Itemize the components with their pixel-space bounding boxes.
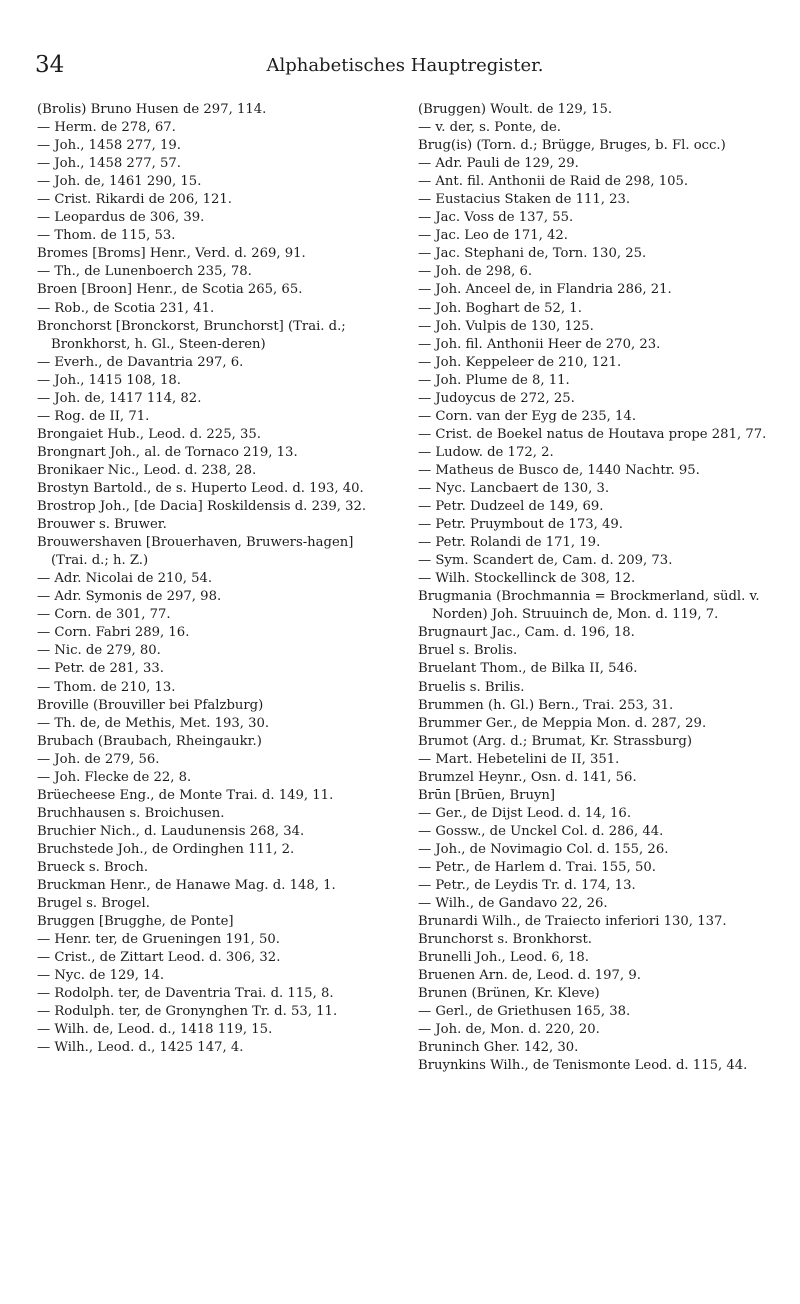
index-entry: Brūn [Brūen, Bruyn] (418, 787, 556, 803)
index-column-left (37, 101, 392, 1057)
index-entry: — Th., de Lunenboerch 235, 78. (37, 264, 252, 280)
index-entry: Brueck s. Broch. (37, 859, 149, 875)
index-entry: Bromes [Broms] Henr., Verd. d. 269, 91. (37, 246, 306, 262)
index-entry: Brugel s. Brogel. (37, 896, 150, 912)
index-entry: — Corn. Fabri 289, 16. (37, 625, 190, 641)
index-entry: — Rob., de Scotia 231, 41. (37, 300, 215, 316)
index-entry: — Gerl., de Griethusen 165, 38. (418, 1004, 631, 1020)
index-entry: — Ger., de Dijst Leod. d. 14, 16. (418, 805, 632, 821)
index-entry: Bruchstede Joh., de Ordinghen 111, 2. (37, 841, 295, 857)
page-number: 34 (35, 52, 65, 78)
index-entry: — Everh., de Davantria 297, 6. (37, 354, 244, 370)
index-entry: — Adr. Symonis de 297, 98. (37, 589, 222, 605)
index-entry: — Judoycus de 272, 25. (418, 390, 575, 406)
index-entry: — Wilh. Stockellinck de 308, 12. (418, 571, 636, 587)
index-entry: Brunardi Wilh., de Traiecto inferiori 130, 137. (418, 914, 727, 930)
index-entry: — Petr. Pruymbout de 173, 49. (418, 517, 623, 533)
index-entry: Brongaiet Hub., Leod. d. 225, 35. (37, 426, 261, 442)
index-entry: Brongnart Joh., al. de Tornaco 219, 13. (37, 444, 298, 460)
index-entry: — Mart. Hebetelini de II, 351. (418, 751, 620, 767)
index-entry: Brumot (Arg. d.; Brumat, Kr. Strassburg) (418, 733, 692, 749)
index-entry: Broville (Brouviller bei Pfalzburg) (37, 697, 264, 713)
index-entry: — Joh. de, Mon. d. 220, 20. (418, 1022, 600, 1038)
index-entry: — Wilh. de, Leod. d., 1418 119, 15. (37, 1022, 273, 1038)
index-entry: — Petr. Rolandi de 171, 19. (418, 535, 601, 551)
index-entry: Bronikaer Nic., Leod. d. 238, 28. (37, 462, 257, 478)
index-entry: — Joh. Keppeleer de 210, 121. (418, 354, 622, 370)
index-entry: (Brolis) Bruno Husen de 297, 114. (37, 102, 267, 117)
running-title: Alphabetisches Hauptregister. (266, 55, 544, 76)
index-entry: — Joh., 1415 108, 18. (37, 372, 181, 388)
index-entry: Bruggen [Brugghe, de Ponte] (37, 914, 234, 930)
index-entry: Bronchorst [Bronckorst, Brunchorst] (Trai. d.; Bronkhorst, h. Gl., Steen-deren) (37, 318, 346, 352)
index-entry: Brüecheese Eng., de Monte Trai. d. 149, 11. (37, 787, 334, 803)
index-entry: — Adr. Nicolai de 210, 54. (37, 571, 213, 587)
index-entry: — Ant. fil. Anthonii de Raid de 298, 105. (418, 174, 689, 190)
index-entry: Bruenen Arn. de, Leod. d. 197, 9. (418, 968, 641, 984)
index-entry: — Nyc. de 129, 14. (37, 968, 165, 984)
index-entry: — Wilh., Leod. d., 1425 147, 4. (37, 1040, 244, 1056)
index-entry: Brubach (Braubach, Rheingaukr.) (37, 733, 262, 749)
index-entry: — Crist. Rikardi de 206, 121. (37, 192, 232, 208)
index-entry: — Joh., 1458 277, 57. (37, 156, 181, 172)
index-entry: Bruelis s. Brilis. (418, 679, 525, 695)
index-entry: Bruchier Nich., d. Laudunensis 268, 34. (37, 823, 305, 839)
index-entry: Broen [Broon] Henr., de Scotia 265, 65. (37, 282, 303, 298)
index-entry: — Wilh., de Gandavo 22, 26. (418, 896, 608, 912)
index-entry: Bruckman Henr., de Hanawe Mag. d. 148, 1. (37, 878, 336, 894)
index-entry: Bruelant Thom., de Bilka II, 546. (418, 661, 638, 677)
index-entry: — Henr. ter, de Grueningen 191, 50. (37, 932, 280, 948)
index-entry: — Petr., de Leydis Tr. d. 174, 13. (418, 878, 636, 894)
index-entry: — v. der, s. Ponte, de. (418, 120, 561, 136)
index-entry: — Joh. de, 1461 290, 15. (37, 174, 202, 190)
index-entry: — Corn. de 301, 77. (37, 607, 171, 623)
index-entry: — Petr. de 281, 33. (37, 661, 164, 677)
index-entry: Bruchhausen s. Broichusen. (37, 805, 225, 821)
index-entry: — Joh. de 298, 6. (418, 264, 533, 280)
index-entry: — Rog. de II, 71. (37, 408, 150, 424)
index-entry: — Ludow. de 172, 2. (418, 444, 554, 460)
index-entry: — Rodolph. ter, de Daventria Trai. d. 115, 8. (37, 986, 334, 1002)
index-entry: — Matheus de Busco de, 1440 Nachtr. 95. (418, 462, 700, 478)
index-entry: — Adr. Pauli de 129, 29. (418, 156, 579, 172)
index-entry: Brouwershaven [Brouerhaven, Bruwers-hagen] (Trai. d.; h. Z.) (37, 535, 354, 569)
index-entry: — Joh. Vulpis de 130, 125. (418, 318, 594, 334)
index-entry: — Rodulph. ter, de Gronynghen Tr. d. 53, 11. (37, 1004, 338, 1020)
index-entry: — Sym. Scandert de, Cam. d. 209, 73. (418, 553, 673, 569)
index-entry: — Joh., de Novimagio Col. d. 155, 26. (418, 841, 669, 857)
index-entry: — Joh. fil. Anthonii Heer de 270, 23. (418, 336, 661, 352)
index-entry: — Herm. de 278, 67. (37, 120, 176, 136)
index-entry: — Thom. de 210, 13. (37, 679, 176, 695)
page-header (35, 52, 775, 82)
index-entry: Brummen (h. Gl.) Bern., Trai. 253, 31. (418, 697, 674, 713)
index-entry: — Petr., de Harlem d. Trai. 155, 50. (418, 859, 656, 875)
index-entry: — Joh. Anceel de, in Flandria 286, 21. (418, 282, 672, 298)
index-entry: (Bruggen) Woult. de 129, 15. (418, 102, 613, 117)
index-entry: — Jac. Leo de 171, 42. (418, 228, 568, 244)
index-entry: Brug(is) (Torn. d.; Brügge, Bruges, b. Fl. occ.) (418, 138, 726, 154)
index-entry: Brunelli Joh., Leod. 6, 18. (418, 950, 589, 966)
index-entry: — Eustacius Staken de 111, 23. (418, 192, 631, 208)
index-entry: — Nic. de 279, 80. (37, 643, 161, 659)
index-entry: Brumzel Heynr., Osn. d. 141, 56. (418, 769, 637, 785)
index-entry: — Joh. Plume de 8, 11. (418, 372, 570, 388)
index-entry: — Nyc. Lancbaert de 130, 3. (418, 480, 610, 496)
index-entry: Bruel s. Brolis. (418, 643, 518, 659)
index-entry: Brostyn Bartold., de s. Huperto Leod. d. 193, 40. (37, 480, 364, 496)
index-entry: Brostrop Joh., [de Dacia] Roskildensis d. 239, 32. (37, 499, 367, 515)
index-entry: — Thom. de 115, 53. (37, 228, 176, 244)
index-entry: Bruninch Gher. 142, 30. (418, 1040, 579, 1056)
index-entry: Brunchorst s. Bronkhorst. (418, 932, 592, 948)
index-entry: — Corn. van der Eyg de 235, 14. (418, 408, 637, 424)
index-entry: — Petr. Dudzeel de 149, 69. (418, 499, 604, 515)
index-entry: — Joh. de 279, 56. (37, 751, 160, 767)
index-entry: Brugmania (Brochmannia = Brockmerland, südl. v. Norden) Joh. Struuinch de, Mon. d. 119, 7. (418, 589, 760, 623)
index-entry: — Crist. de Boekel natus de Houtava prope 281, 77. (418, 426, 767, 442)
index-column-right (418, 101, 773, 1076)
index-entry: Brunen (Brünen, Kr. Kleve) (418, 986, 600, 1002)
index-entry: — Joh. Flecke de 22, 8. (37, 769, 192, 785)
index-entry: — Th. de, de Methis, Met. 193, 30. (37, 715, 270, 731)
index-entry: — Jac. Stephani de, Torn. 130, 25. (418, 246, 647, 262)
index-entry: — Leopardus de 306, 39. (37, 210, 205, 226)
index-entry: Brouwer s. Bruwer. (37, 517, 167, 533)
index-entry: — Joh., 1458 277, 19. (37, 138, 181, 154)
index-entry: — Joh. de, 1417 114, 82. (37, 390, 202, 406)
index-entry: — Crist., de Zittart Leod. d. 306, 32. (37, 950, 281, 966)
index-entry: — Gossw., de Unckel Col. d. 286, 44. (418, 823, 664, 839)
index-entry: Brummer Ger., de Meppia Mon. d. 287, 29. (418, 715, 707, 731)
index-entry: Bruynkins Wilh., de Tenismonte Leod. d. 115, 44. (418, 1058, 748, 1074)
index-entry: — Jac. Voss de 137, 55. (418, 210, 574, 226)
index-entry: — Joh. Boghart de 52, 1. (418, 300, 582, 316)
index-entry: Brugnaurt Jac., Cam. d. 196, 18. (418, 625, 635, 641)
